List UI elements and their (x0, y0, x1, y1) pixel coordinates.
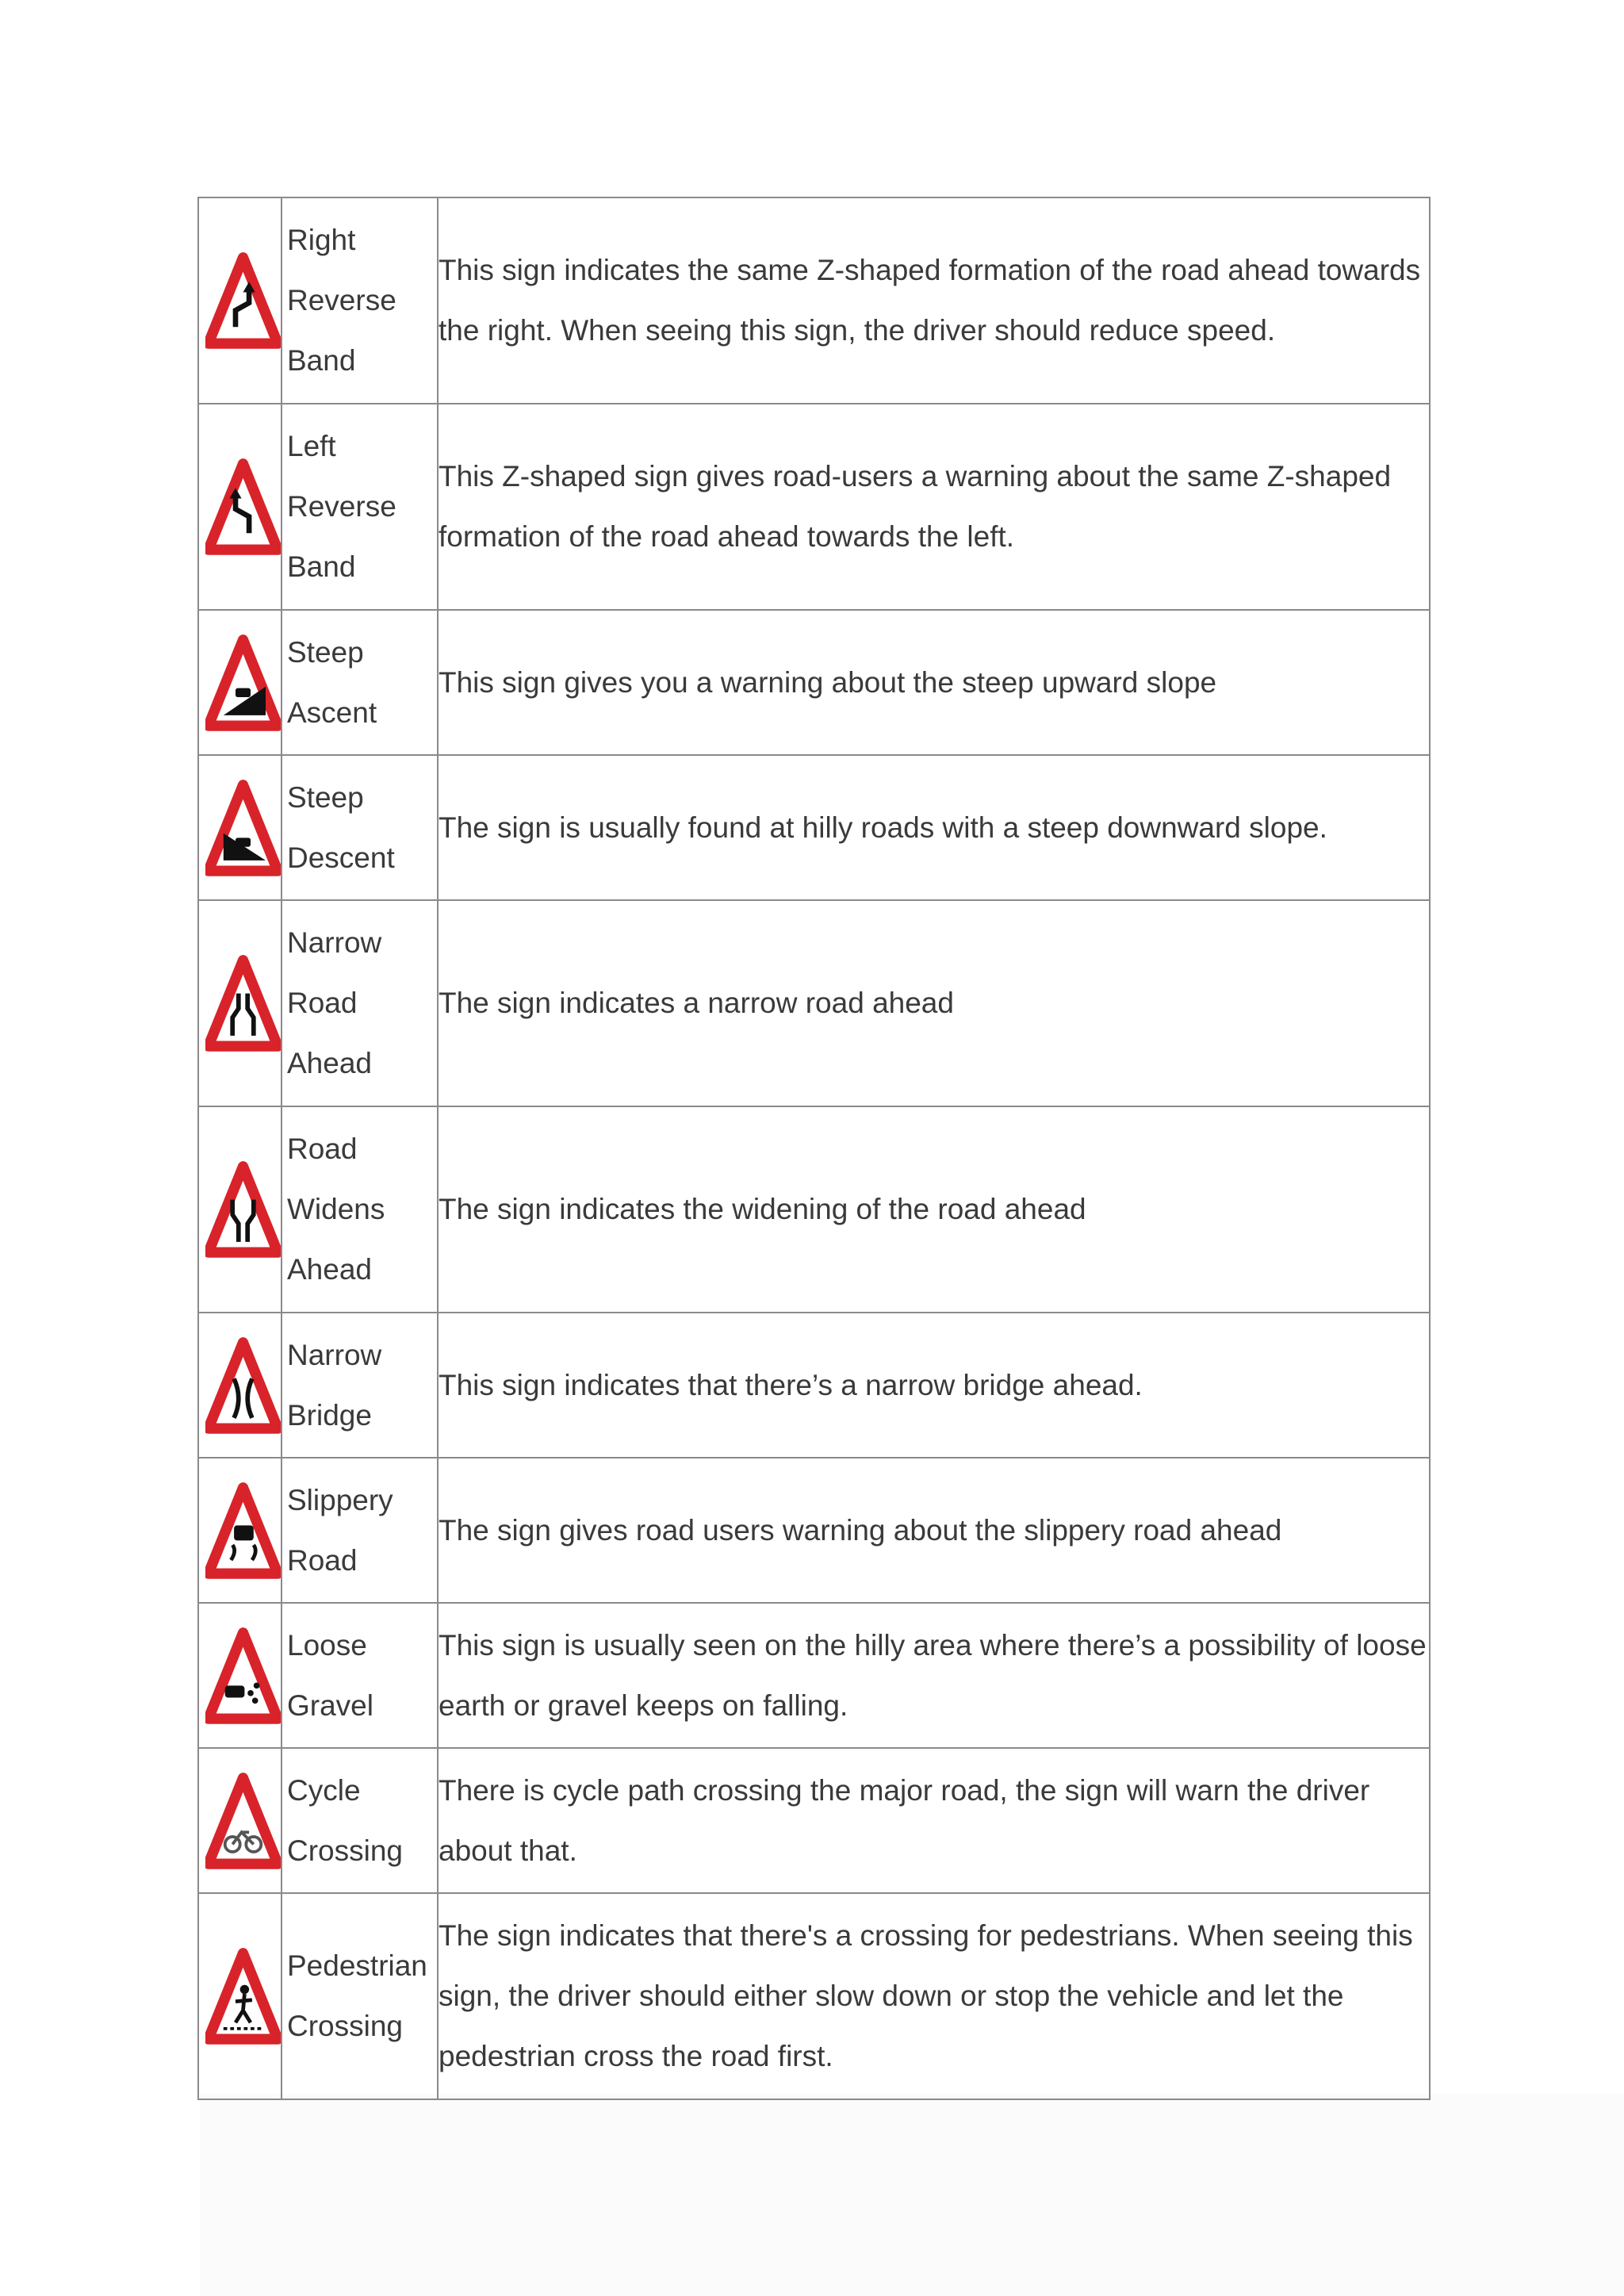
sign-name (282, 1616, 437, 1736)
sign-name-cell (282, 404, 438, 610)
sign-name-cell (282, 1313, 438, 1458)
sign-description-cell (438, 610, 1430, 755)
table-row (198, 1893, 1430, 2099)
sign-name-line: Crossing (287, 1834, 403, 1867)
sign-name-line: Left (287, 430, 336, 462)
table-row (198, 1603, 1430, 1748)
sign-name-cell (282, 900, 438, 1106)
sign-description-cell (438, 1748, 1430, 1893)
sign-name-line: Band (287, 344, 356, 377)
sign-name-cell (282, 1603, 438, 1748)
icon-cell (198, 610, 282, 755)
icon-cell (198, 1893, 282, 2099)
steep-ascent-icon (205, 631, 281, 734)
sign-name-line: Slippery (287, 1483, 393, 1516)
sign-name-line: Gravel (287, 1688, 373, 1722)
left-reverse-bend-icon (205, 455, 281, 558)
sign-name-line: Steep (287, 780, 364, 814)
sign-description: This sign gives you a warning about the steep upward slope (439, 665, 1217, 699)
sign-description-cell (438, 1458, 1430, 1603)
road-widens-icon (205, 1158, 281, 1261)
sign-name-line: Narrow (287, 926, 382, 959)
sign-name-line: Road (287, 987, 358, 1019)
sign-name (282, 1470, 437, 1591)
sign-description-cell (438, 197, 1430, 404)
sign-name-line: Ahead (287, 1253, 372, 1286)
sign-description: The sign gives road users warning about the slippery road ahead (439, 1513, 1282, 1547)
narrow-bridge-icon (205, 1334, 281, 1437)
icon-cell (198, 197, 282, 404)
sign-name-line: Widens (287, 1193, 385, 1225)
sign-name-line: Right (287, 224, 356, 256)
sign-description: This sign is usually seen on the hilly area where there’s a possibility of loose earth or gravel keeps on falling. (439, 1628, 1427, 1722)
table-row (198, 1106, 1430, 1313)
sign-name-cell (282, 755, 438, 900)
sign-name-cell (282, 1458, 438, 1603)
sign-name (282, 1325, 437, 1446)
table-row (198, 197, 1430, 404)
sign-description-cell (438, 1603, 1430, 1748)
icon-cell (198, 1603, 282, 1748)
right-reverse-bend-icon (205, 249, 281, 352)
table-row (198, 1458, 1430, 1603)
cycle-crossing-icon (205, 1769, 281, 1872)
sign-name-line: Bridge (287, 1398, 372, 1432)
sign-name-line: Reverse (287, 284, 396, 316)
sign-name-cell (282, 197, 438, 404)
icon-cell (198, 755, 282, 900)
sign-description-cell (438, 1106, 1430, 1313)
sign-name-line: Steep (287, 635, 364, 669)
sign-description: The sign indicates that there's a crossing for pedestrians. When seeing this sign, the driver should either slow down or stop the vehicle and let the pedestrian cross the road first. (439, 1919, 1413, 2072)
sign-name-line: Pedestrian (287, 1949, 427, 1982)
sign-description-cell (438, 755, 1430, 900)
sign-description: The sign indicates the widening of the road ahead (439, 1193, 1086, 1225)
sign-description: This Z-shaped sign gives road-users a warning about the same Z-shaped formation of the road ahead towards the left. (439, 460, 1392, 553)
sign-description: The sign indicates a narrow road ahead (439, 987, 954, 1019)
icon-cell (198, 1458, 282, 1603)
sign-name-line: Cycle (287, 1773, 361, 1807)
sign-name (282, 1936, 437, 2056)
page-shadow (200, 2094, 1624, 2296)
sign-name-line: Ascent (287, 696, 377, 729)
sign-description-cell (438, 900, 1430, 1106)
loose-gravel-icon (205, 1624, 281, 1727)
steep-descent-icon (205, 776, 281, 880)
sign-name (282, 913, 437, 1094)
sign-name (282, 210, 437, 391)
icon-cell (198, 900, 282, 1106)
sign-name-line: Ahead (287, 1047, 372, 1079)
table-row (198, 1748, 1430, 1893)
sign-name-cell (282, 1748, 438, 1893)
sign-name (282, 1761, 437, 1881)
sign-name-cell (282, 610, 438, 755)
sign-description: The sign is usually found at hilly roads with a steep downward slope. (439, 811, 1327, 844)
sign-name-cell (282, 1893, 438, 2099)
sign-name-cell (282, 1106, 438, 1313)
icon-cell (198, 1106, 282, 1313)
sign-name-line: Loose (287, 1628, 367, 1662)
sign-description-cell (438, 1893, 1430, 2099)
road-signs-table (197, 197, 1431, 2100)
sign-name-line: Road (287, 1543, 358, 1577)
sign-name-line: Narrow (287, 1338, 382, 1371)
narrow-road-icon (205, 952, 281, 1055)
table-row (198, 610, 1430, 755)
icon-cell (198, 404, 282, 610)
sign-name (282, 623, 437, 743)
sign-description: This sign indicates the same Z-shaped formation of the road ahead towards the right. When seeing this sign, the driver should reduce speed. (439, 254, 1421, 347)
sign-description-cell (438, 404, 1430, 610)
sign-name (282, 768, 437, 888)
sign-description: There is cycle path crossing the major road, the sign will warn the driver about that. (439, 1773, 1370, 1867)
sign-name (282, 416, 437, 597)
table-row (198, 1313, 1430, 1458)
icon-cell (198, 1748, 282, 1893)
sign-name-line: Descent (287, 841, 395, 874)
sign-name-line: Band (287, 550, 356, 583)
sign-name-line: Crossing (287, 2010, 403, 2042)
sign-name-line: Road (287, 1133, 358, 1165)
sign-name (282, 1119, 437, 1300)
table-row (198, 900, 1430, 1106)
pedestrian-crossing-icon (205, 1945, 281, 2048)
sign-description: This sign indicates that there’s a narrow bridge ahead. (439, 1368, 1143, 1401)
sign-description-cell (438, 1313, 1430, 1458)
table-row (198, 755, 1430, 900)
table-row (198, 404, 1430, 610)
sign-name-line: Reverse (287, 490, 396, 523)
icon-cell (198, 1313, 282, 1458)
slippery-road-icon (205, 1479, 281, 1582)
